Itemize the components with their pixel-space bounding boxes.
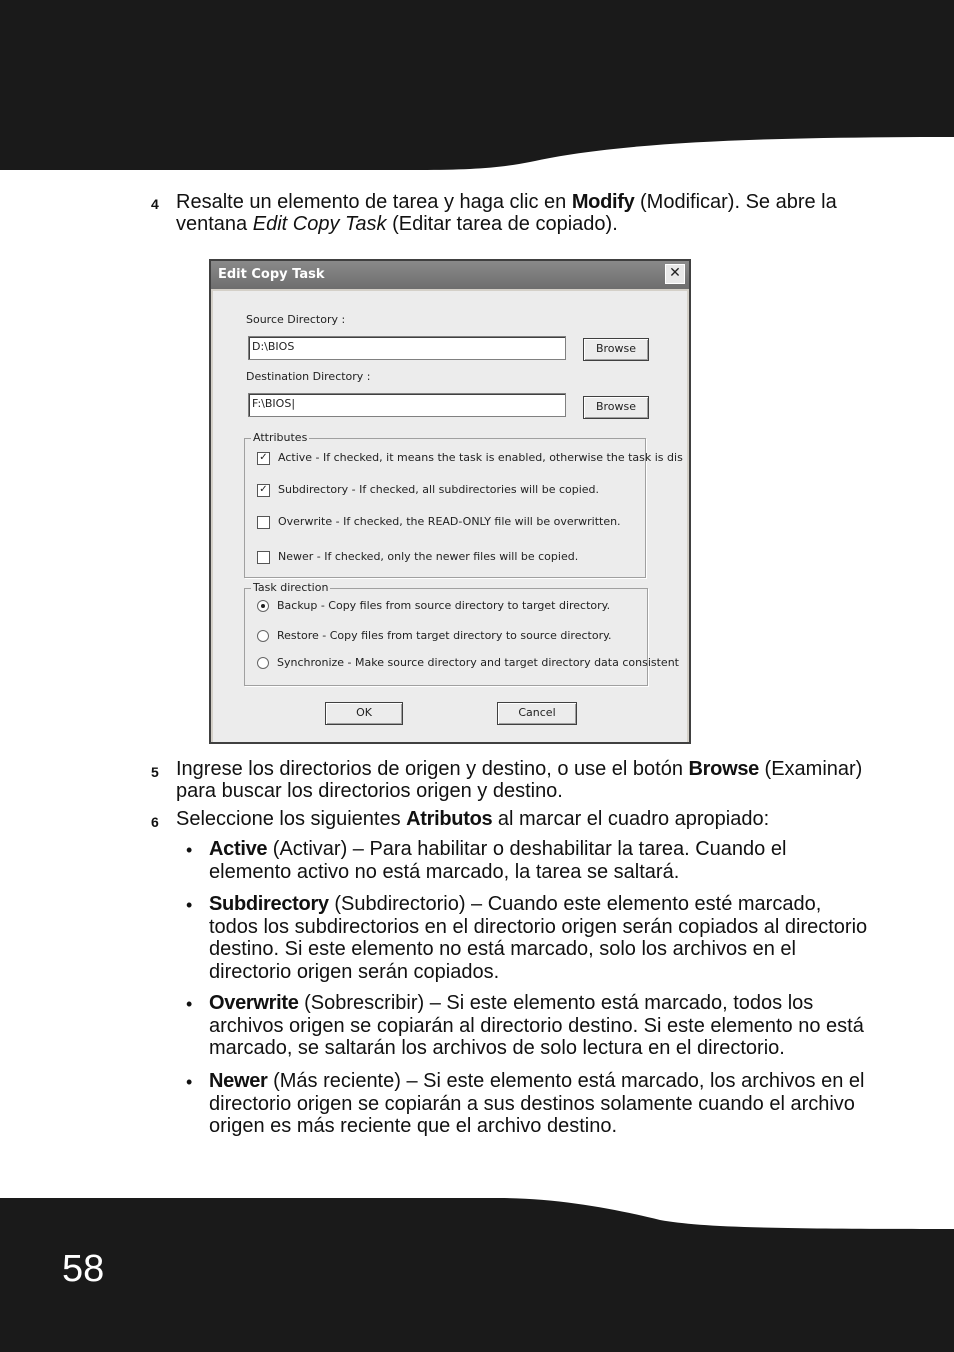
step-text: Resalte un elemento de tarea y haga clic en <box>176 191 572 213</box>
bullet-term: Active <box>209 838 268 860</box>
term-modify: Modify <box>571 191 635 213</box>
attribute-label: Subdirectory - If checked, all subdirectories will be copied. <box>278 483 600 496</box>
task-direction-group <box>244 581 679 686</box>
bullet-dot: • <box>186 895 193 915</box>
cancel-button[interactable]: Cancel <box>497 702 577 725</box>
bullet-dot: • <box>186 994 193 1014</box>
step-4-text <box>176 191 866 235</box>
bullet-dot: • <box>186 840 193 860</box>
attributes-title: Attributes <box>253 431 308 444</box>
checkbox-overwrite[interactable] <box>257 516 270 529</box>
direction-label: Restore - Copy files from target directory to source directory. <box>277 629 612 642</box>
step-number: 4 <box>151 196 159 212</box>
direction-synchronize[interactable] <box>257 656 679 669</box>
step-number: 6 <box>151 814 159 830</box>
term-atributos: Atributos <box>406 808 493 830</box>
bullet-active <box>209 838 869 883</box>
dialog-title: Edit Copy Task <box>218 267 325 282</box>
bullet-newer <box>209 1070 869 1138</box>
footer-band <box>0 1195 954 1352</box>
attribute-label: Active - If checked, it means the task is enabled, otherwise the task is dis <box>278 451 683 464</box>
destination-directory-label: Destination Directory : <box>246 370 371 383</box>
bullet-text: (Activar) – Para habilitar o deshabilitar la tarea. Cuando el elemento activo no está marcado, la tarea se saltará. <box>209 838 787 883</box>
checkbox-active[interactable]: ✓ <box>257 452 270 465</box>
attribute-newer[interactable] <box>257 550 637 564</box>
step-text: (Modificar). Se abre la ventana <box>176 191 837 235</box>
destination-directory-input[interactable]: F:\BIOS| <box>248 393 566 417</box>
attributes-group <box>244 431 683 578</box>
step-text: (Editar tarea de copiado). <box>386 213 618 235</box>
bullet-dot: • <box>186 1072 193 1092</box>
source-directory-input[interactable]: D:\BIOS <box>248 336 566 360</box>
page-number: 58 <box>62 1248 105 1290</box>
radio-backup[interactable] <box>257 600 269 612</box>
bullet-term: Subdirectory <box>209 893 329 915</box>
step-text: Ingrese los directorios de origen y destino, o use el botón <box>176 758 689 780</box>
radio-synchronize[interactable] <box>257 657 269 669</box>
step-text: al marcar el cuadro apropiado: <box>492 808 770 830</box>
ok-button[interactable]: OK <box>325 702 403 725</box>
dialog-body <box>213 291 687 742</box>
browse-source-button[interactable]: Browse <box>583 338 649 361</box>
bullet-text: (Sobrescribir) – Si este elemento está marcado, todos los archivos origen se copiarán al directorio destino. Si este elemento no está marcado, se saltarán los archivos de solo lectura en el directorio. <box>209 992 864 1059</box>
step-text: Seleccione los siguientes <box>176 808 407 830</box>
direction-label: Backup - Copy files from source directory to target directory. <box>277 599 611 612</box>
checkbox-subdirectory[interactable]: ✓ <box>257 484 270 497</box>
attribute-label: Overwrite - If checked, the READ-ONLY file will be overwritten. <box>278 515 621 528</box>
attribute-overwrite[interactable] <box>257 515 637 529</box>
bullet-overwrite <box>209 992 869 1060</box>
bullet-text: (Más reciente) – Si este elemento está marcado, los archivos en el directorio origen se copiarán a sus destinos solamente cuando el archivo origen es más reciente que el archivo destino. <box>209 1070 865 1137</box>
step-number: 5 <box>151 764 159 780</box>
term-browse: Browse <box>688 758 759 780</box>
attribute-active[interactable] <box>257 451 683 465</box>
source-directory-label: Source Directory : <box>246 313 346 326</box>
task-direction-title: Task direction <box>253 581 329 594</box>
edit-copy-task-dialog <box>209 259 691 744</box>
window-name: Edit Copy Task <box>252 213 387 235</box>
browse-destination-button[interactable]: Browse <box>583 396 649 419</box>
step-text: (Examinar) para buscar los directorios origen y destino. <box>176 758 863 802</box>
header-band <box>0 0 954 170</box>
attribute-subdirectory[interactable] <box>257 483 637 497</box>
direction-restore[interactable] <box>257 629 637 642</box>
radio-restore[interactable] <box>257 630 269 642</box>
step-5-text <box>176 758 866 802</box>
checkbox-newer[interactable] <box>257 551 270 564</box>
direction-backup[interactable] <box>257 599 637 612</box>
close-icon[interactable]: ✕ <box>665 264 685 284</box>
direction-label: Synchronize - Make source directory and target directory data consistent <box>277 656 679 669</box>
step-6-text <box>176 808 866 830</box>
bullet-term: Overwrite <box>209 992 299 1014</box>
bullet-text: (Subdirectorio) – Cuando este elemento esté marcado, todos los subdirectorios en el directorio origen serán copiados al directorio destino. Si este elemento no está marcado, solo los archivos en el directorio origen serán copiados. <box>209 893 868 983</box>
dialog-title-bar <box>211 261 689 289</box>
bullet-term: Newer <box>209 1070 268 1092</box>
attribute-label: Newer - If checked, only the newer files will be copied. <box>278 550 579 563</box>
bullet-subdirectory <box>209 893 869 983</box>
